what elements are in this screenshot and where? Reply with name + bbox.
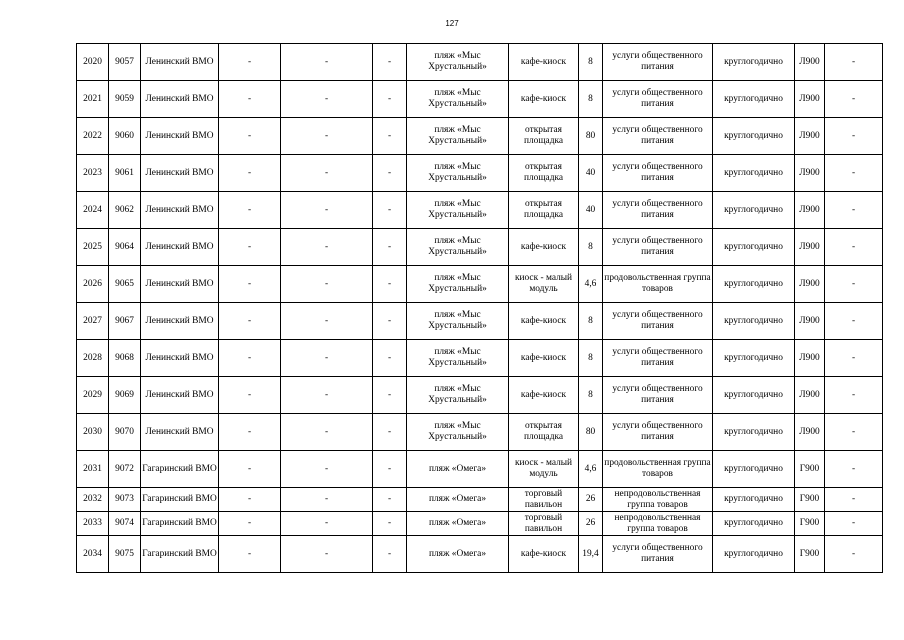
area-cell: 8 bbox=[579, 377, 603, 414]
table-row bbox=[77, 414, 883, 451]
object-id-cell: 9065 bbox=[109, 266, 141, 303]
empty-cell-3: - bbox=[373, 155, 407, 192]
specialization-cell: продовольственная группа товаров bbox=[603, 451, 713, 488]
table-row bbox=[77, 340, 883, 377]
empty-cell-1: - bbox=[219, 81, 281, 118]
row-number-cell: 2025 bbox=[77, 229, 109, 266]
object-id-cell: 9072 bbox=[109, 451, 141, 488]
object-type-cell: открытая площадка bbox=[509, 118, 579, 155]
period-cell: круглогодично bbox=[713, 377, 795, 414]
area-cell: 8 bbox=[579, 303, 603, 340]
specialization-cell: услуги общественного питания bbox=[603, 155, 713, 192]
object-type-cell: кафе-киоск bbox=[509, 81, 579, 118]
object-type-cell: открытая площадка bbox=[509, 155, 579, 192]
code-cell: Л900 bbox=[795, 44, 825, 81]
district-cell: Ленинский ВМО bbox=[141, 303, 219, 340]
empty-cell-2: - bbox=[281, 229, 373, 266]
area-cell: 8 bbox=[579, 229, 603, 266]
empty-cell-2: - bbox=[281, 303, 373, 340]
area-cell: 8 bbox=[579, 81, 603, 118]
empty-cell-1: - bbox=[219, 488, 281, 512]
area-cell: 8 bbox=[579, 340, 603, 377]
empty-cell-4: - bbox=[825, 229, 883, 266]
object-type-cell: торговый павильон bbox=[509, 512, 579, 536]
period-cell: круглогодично bbox=[713, 451, 795, 488]
table-row bbox=[77, 155, 883, 192]
code-cell: Г900 bbox=[795, 512, 825, 536]
period-cell: круглогодично bbox=[713, 303, 795, 340]
period-cell: круглогодично bbox=[713, 155, 795, 192]
empty-cell-3: - bbox=[373, 488, 407, 512]
area-cell: 80 bbox=[579, 118, 603, 155]
empty-cell-2: - bbox=[281, 536, 373, 573]
period-cell: круглогодично bbox=[713, 192, 795, 229]
empty-cell-1: - bbox=[219, 512, 281, 536]
row-number-cell: 2023 bbox=[77, 155, 109, 192]
row-number-cell: 2034 bbox=[77, 536, 109, 573]
location-cell: пляж «Омега» bbox=[407, 512, 509, 536]
empty-cell-2: - bbox=[281, 266, 373, 303]
object-id-cell: 9069 bbox=[109, 377, 141, 414]
empty-cell-1: - bbox=[219, 118, 281, 155]
code-cell: Л900 bbox=[795, 377, 825, 414]
district-cell: Ленинский ВМО bbox=[141, 118, 219, 155]
table-body bbox=[77, 44, 883, 573]
row-number-cell: 2031 bbox=[77, 451, 109, 488]
area-cell: 26 bbox=[579, 512, 603, 536]
empty-cell-3: - bbox=[373, 229, 407, 266]
specialization-cell: услуги общественного питания bbox=[603, 414, 713, 451]
row-number-cell: 2024 bbox=[77, 192, 109, 229]
row-number-cell: 2028 bbox=[77, 340, 109, 377]
object-type-cell: кафе-киоск bbox=[509, 44, 579, 81]
empty-cell-1: - bbox=[219, 340, 281, 377]
row-number-cell: 2032 bbox=[77, 488, 109, 512]
object-id-cell: 9059 bbox=[109, 81, 141, 118]
area-cell: 4,6 bbox=[579, 266, 603, 303]
location-cell: пляж «Мыс Хрустальный» bbox=[407, 118, 509, 155]
specialization-cell: услуги общественного питания bbox=[603, 44, 713, 81]
table-row bbox=[77, 192, 883, 229]
empty-cell-2: - bbox=[281, 377, 373, 414]
empty-cell-4: - bbox=[825, 155, 883, 192]
empty-cell-1: - bbox=[219, 451, 281, 488]
district-cell: Ленинский ВМО bbox=[141, 229, 219, 266]
district-cell: Ленинский ВМО bbox=[141, 414, 219, 451]
row-number-cell: 2020 bbox=[77, 44, 109, 81]
table-row bbox=[77, 266, 883, 303]
empty-cell-4: - bbox=[825, 81, 883, 118]
row-number-cell: 2029 bbox=[77, 377, 109, 414]
empty-cell-4: - bbox=[825, 266, 883, 303]
period-cell: круглогодично bbox=[713, 266, 795, 303]
period-cell: круглогодично bbox=[713, 44, 795, 81]
empty-cell-4: - bbox=[825, 512, 883, 536]
period-cell: круглогодично bbox=[713, 118, 795, 155]
district-cell: Гагаринский ВМО bbox=[141, 451, 219, 488]
area-cell: 19,4 bbox=[579, 536, 603, 573]
object-type-cell: кафе-киоск bbox=[509, 377, 579, 414]
empty-cell-4: - bbox=[825, 536, 883, 573]
area-cell: 8 bbox=[579, 44, 603, 81]
empty-cell-3: - bbox=[373, 118, 407, 155]
empty-cell-4: - bbox=[825, 44, 883, 81]
specialization-cell: услуги общественного питания bbox=[603, 229, 713, 266]
area-cell: 26 bbox=[579, 488, 603, 512]
period-cell: круглогодично bbox=[713, 340, 795, 377]
district-cell: Ленинский ВМО bbox=[141, 377, 219, 414]
empty-cell-4: - bbox=[825, 414, 883, 451]
specialization-cell: услуги общественного питания bbox=[603, 81, 713, 118]
period-cell: круглогодично bbox=[713, 414, 795, 451]
empty-cell-3: - bbox=[373, 512, 407, 536]
location-cell: пляж «Мыс Хрустальный» bbox=[407, 81, 509, 118]
table-row bbox=[77, 229, 883, 266]
object-type-cell: кафе-киоск bbox=[509, 303, 579, 340]
location-cell: пляж «Мыс Хрустальный» bbox=[407, 155, 509, 192]
object-id-cell: 9070 bbox=[109, 414, 141, 451]
area-cell: 4,6 bbox=[579, 451, 603, 488]
object-id-cell: 9062 bbox=[109, 192, 141, 229]
specialization-cell: услуги общественного питания bbox=[603, 377, 713, 414]
code-cell: Г900 bbox=[795, 536, 825, 573]
empty-cell-1: - bbox=[219, 303, 281, 340]
area-cell: 40 bbox=[579, 192, 603, 229]
district-cell: Ленинский ВМО bbox=[141, 192, 219, 229]
row-number-cell: 2033 bbox=[77, 512, 109, 536]
object-id-cell: 9067 bbox=[109, 303, 141, 340]
empty-cell-3: - bbox=[373, 377, 407, 414]
specialization-cell: услуги общественного питания bbox=[603, 192, 713, 229]
location-cell: пляж «Омега» bbox=[407, 451, 509, 488]
location-cell: пляж «Мыс Хрустальный» bbox=[407, 377, 509, 414]
empty-cell-2: - bbox=[281, 155, 373, 192]
empty-cell-3: - bbox=[373, 81, 407, 118]
area-cell: 40 bbox=[579, 155, 603, 192]
empty-cell-1: - bbox=[219, 414, 281, 451]
location-cell: пляж «Мыс Хрустальный» bbox=[407, 44, 509, 81]
specialization-cell: непродовольственная группа товаров bbox=[603, 488, 713, 512]
empty-cell-1: - bbox=[219, 44, 281, 81]
object-type-cell: открытая площадка bbox=[509, 192, 579, 229]
specialization-cell: продовольственная группа товаров bbox=[603, 266, 713, 303]
empty-cell-3: - bbox=[373, 44, 407, 81]
empty-cell-2: - bbox=[281, 340, 373, 377]
specialization-cell: услуги общественного питания bbox=[603, 340, 713, 377]
empty-cell-1: - bbox=[219, 155, 281, 192]
empty-cell-2: - bbox=[281, 118, 373, 155]
period-cell: круглогодично bbox=[713, 512, 795, 536]
code-cell: Л900 bbox=[795, 192, 825, 229]
object-id-cell: 9060 bbox=[109, 118, 141, 155]
object-id-cell: 9068 bbox=[109, 340, 141, 377]
table-row bbox=[77, 44, 883, 81]
empty-cell-3: - bbox=[373, 192, 407, 229]
empty-cell-4: - bbox=[825, 377, 883, 414]
period-cell: круглогодично bbox=[713, 536, 795, 573]
object-id-cell: 9064 bbox=[109, 229, 141, 266]
table-row bbox=[77, 451, 883, 488]
table-row bbox=[77, 512, 883, 536]
code-cell: Г900 bbox=[795, 451, 825, 488]
location-cell: пляж «Мыс Хрустальный» bbox=[407, 266, 509, 303]
empty-cell-2: - bbox=[281, 192, 373, 229]
empty-cell-3: - bbox=[373, 414, 407, 451]
district-cell: Гагаринский ВМО bbox=[141, 488, 219, 512]
location-cell: пляж «Мыс Хрустальный» bbox=[407, 303, 509, 340]
code-cell: Л900 bbox=[795, 303, 825, 340]
row-number-cell: 2030 bbox=[77, 414, 109, 451]
code-cell: Л900 bbox=[795, 414, 825, 451]
location-cell: пляж «Мыс Хрустальный» bbox=[407, 229, 509, 266]
code-cell: Л900 bbox=[795, 340, 825, 377]
object-type-cell: торговый павильон bbox=[509, 488, 579, 512]
code-cell: Л900 bbox=[795, 155, 825, 192]
table-row bbox=[77, 303, 883, 340]
empty-cell-4: - bbox=[825, 192, 883, 229]
row-number-cell: 2021 bbox=[77, 81, 109, 118]
table-row bbox=[77, 118, 883, 155]
empty-cell-3: - bbox=[373, 536, 407, 573]
district-cell: Ленинский ВМО bbox=[141, 155, 219, 192]
location-cell: пляж «Омега» bbox=[407, 536, 509, 573]
empty-cell-4: - bbox=[825, 488, 883, 512]
empty-cell-1: - bbox=[219, 192, 281, 229]
empty-cell-3: - bbox=[373, 340, 407, 377]
empty-cell-3: - bbox=[373, 303, 407, 340]
table-row bbox=[77, 536, 883, 573]
table-row bbox=[77, 377, 883, 414]
row-number-cell: 2022 bbox=[77, 118, 109, 155]
empty-cell-4: - bbox=[825, 451, 883, 488]
object-type-cell: кафе-киоск bbox=[509, 536, 579, 573]
location-cell: пляж «Мыс Хрустальный» bbox=[407, 340, 509, 377]
location-cell: пляж «Мыс Хрустальный» bbox=[407, 414, 509, 451]
empty-cell-4: - bbox=[825, 303, 883, 340]
empty-cell-3: - bbox=[373, 451, 407, 488]
specialization-cell: услуги общественного питания bbox=[603, 303, 713, 340]
location-cell: пляж «Мыс Хрустальный» bbox=[407, 192, 509, 229]
object-id-cell: 9061 bbox=[109, 155, 141, 192]
empty-cell-2: - bbox=[281, 512, 373, 536]
empty-cell-1: - bbox=[219, 266, 281, 303]
row-number-cell: 2027 bbox=[77, 303, 109, 340]
district-cell: Гагаринский ВМО bbox=[141, 512, 219, 536]
district-cell: Ленинский ВМО bbox=[141, 81, 219, 118]
district-cell: Ленинский ВМО bbox=[141, 44, 219, 81]
object-type-cell: кафе-киоск bbox=[509, 229, 579, 266]
empty-cell-3: - bbox=[373, 266, 407, 303]
specialization-cell: услуги общественного питания bbox=[603, 536, 713, 573]
code-cell: Л900 bbox=[795, 118, 825, 155]
district-cell: Гагаринский ВМО bbox=[141, 536, 219, 573]
object-type-cell: киоск - малый модуль bbox=[509, 451, 579, 488]
code-cell: Л900 bbox=[795, 81, 825, 118]
period-cell: круглогодично bbox=[713, 229, 795, 266]
object-type-cell: киоск - малый модуль bbox=[509, 266, 579, 303]
object-type-cell: открытая площадка bbox=[509, 414, 579, 451]
row-number-cell: 2026 bbox=[77, 266, 109, 303]
period-cell: круглогодично bbox=[713, 81, 795, 118]
empty-cell-2: - bbox=[281, 44, 373, 81]
code-cell: Л900 bbox=[795, 229, 825, 266]
district-cell: Ленинский ВМО bbox=[141, 340, 219, 377]
empty-cell-1: - bbox=[219, 377, 281, 414]
table-row bbox=[77, 81, 883, 118]
district-cell: Ленинский ВМО bbox=[141, 266, 219, 303]
table-row bbox=[77, 488, 883, 512]
code-cell: Г900 bbox=[795, 488, 825, 512]
empty-cell-2: - bbox=[281, 488, 373, 512]
empty-cell-4: - bbox=[825, 340, 883, 377]
object-id-cell: 9075 bbox=[109, 536, 141, 573]
specialization-cell: услуги общественного питания bbox=[603, 118, 713, 155]
registry-table bbox=[76, 43, 883, 573]
empty-cell-1: - bbox=[219, 229, 281, 266]
object-id-cell: 9057 bbox=[109, 44, 141, 81]
location-cell: пляж «Омега» bbox=[407, 488, 509, 512]
code-cell: Л900 bbox=[795, 266, 825, 303]
empty-cell-2: - bbox=[281, 81, 373, 118]
period-cell: круглогодично bbox=[713, 488, 795, 512]
object-type-cell: кафе-киоск bbox=[509, 340, 579, 377]
page-number: 127 bbox=[445, 19, 459, 28]
empty-cell-1: - bbox=[219, 536, 281, 573]
empty-cell-2: - bbox=[281, 414, 373, 451]
area-cell: 80 bbox=[579, 414, 603, 451]
empty-cell-2: - bbox=[281, 451, 373, 488]
object-id-cell: 9073 bbox=[109, 488, 141, 512]
empty-cell-4: - bbox=[825, 118, 883, 155]
object-id-cell: 9074 bbox=[109, 512, 141, 536]
specialization-cell: непродовольственная группа товаров bbox=[603, 512, 713, 536]
